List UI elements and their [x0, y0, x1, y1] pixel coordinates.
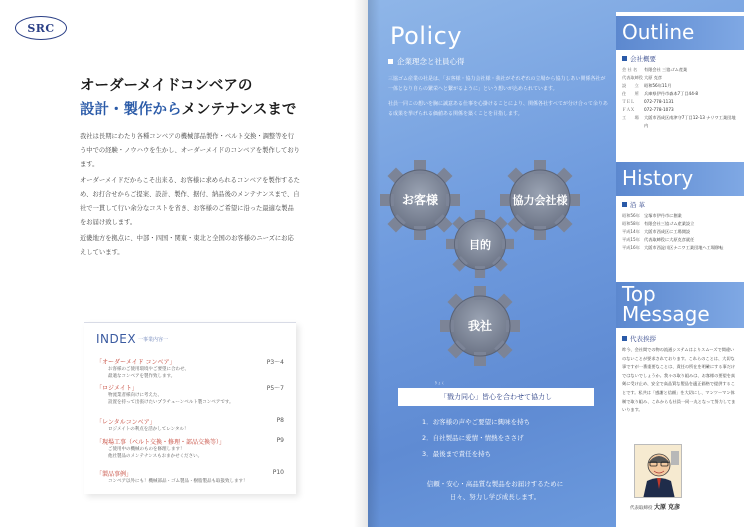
index-item-page: P9 [276, 437, 284, 444]
outline-header [616, 16, 744, 50]
index-item-desc: 設置を持って出張けたいプラチェーンベルト製コンベアです。 [108, 400, 234, 405]
index-item-page: P10 [272, 469, 284, 476]
history-event: 大阪市西淀川区ナニワ工業団地へ工場移転 [644, 245, 724, 250]
index-item[interactable] [96, 383, 284, 406]
index-item-title: 「現場工事（ベルト交換・修理・部品交換等）」 [96, 439, 226, 446]
outline-value: 大原 克彦 [644, 75, 663, 80]
index-item-desc: 他社製品のメンテナンスもおまかせください。 [108, 454, 203, 459]
gear-label-company: 我社 [467, 319, 493, 333]
outline-row [622, 98, 738, 106]
outline-key: ＴＥＬ [622, 99, 635, 104]
history-title: History [622, 166, 694, 190]
outline-row [622, 90, 738, 98]
outline-subtitle [622, 54, 656, 63]
caption-role: 代表取締役 [630, 506, 653, 511]
square-bullet-icon [622, 336, 627, 341]
history-header [616, 162, 744, 196]
left-page [0, 0, 368, 527]
closing-line: 信頼・安心・高品質な製品をお届けするために [426, 480, 564, 488]
motto-list-item: 2．自社製品に愛情・情熱をささげ [422, 434, 524, 442]
index-item-title: 「ロジメイト」 [96, 385, 138, 392]
closing-line: 日々、努力し学び成長します。 [449, 493, 541, 501]
gear-partner [500, 160, 580, 240]
policy-subtitle-text: 企業理念と社員心得 [397, 57, 465, 66]
index-item[interactable] [96, 437, 284, 460]
history-year: 平成16年 [622, 245, 640, 250]
index-item-desc: ご使用中の機械のものを修理します！ [108, 447, 185, 452]
index-item-desc: ロジメイトの利点を活かしてレンタル！ [108, 427, 189, 432]
history-year: 昭和58年 [622, 221, 640, 226]
index-subtitle: 一事業内容一 [138, 337, 169, 343]
outline-title: Outline [622, 20, 695, 44]
history-row [622, 228, 738, 236]
outline-value: 072-778-1073 [644, 107, 674, 112]
outline-row [622, 66, 738, 74]
page-fold-shadow [354, 0, 368, 527]
outline-table [622, 66, 738, 130]
message-subtitle [622, 334, 656, 343]
motto-ruby: りょく [434, 381, 445, 385]
index-item[interactable] [96, 469, 284, 485]
company-logo [15, 16, 67, 40]
history-row [622, 244, 738, 252]
headline-part-b: メンテナンスまで [181, 102, 297, 118]
intro-paragraph: オーダーメイドだからこそ出来る、お客様に求められるコンベアを製作するため、お打合せからご提案、設計、製作、据付、納品後のメンテナンスまで、自社で一貫して行い余分なコストを省き、お客様のご希望に沿った最適な製品をお届け致します。 [80, 177, 300, 226]
square-bullet-icon [388, 59, 393, 64]
policy-subtitle [388, 56, 465, 67]
headline [80, 74, 296, 122]
gear-purpose [446, 210, 514, 278]
policy-text [388, 74, 608, 124]
logo-text: SRC [27, 21, 55, 35]
outline-value: 072-778-1131 [644, 99, 674, 104]
motto-list-item: 3．最後まで責任を持ち [422, 450, 492, 458]
history-subtitle-text: 沿 革 [630, 201, 646, 209]
motto-list [422, 414, 530, 462]
gear-label-partner: 協力会社様 [512, 194, 568, 207]
history-year: 昭和56年 [622, 213, 640, 218]
history-subtitle [622, 200, 645, 209]
outline-key: 設 立 [622, 83, 639, 88]
outline-value: 大阪市西成区南津守7丁目12-13 ナリワ工業団地内 [644, 115, 736, 128]
outline-key: 会 社 名 [622, 67, 638, 72]
message-subtitle-text: 代表挨拶 [630, 335, 656, 343]
outline-value: 兵庫県伊丹市森本7丁目44-8 [644, 91, 699, 96]
index-title: INDEX [96, 332, 137, 346]
portrait-illustration [635, 445, 682, 498]
president-caption [630, 502, 680, 511]
history-table [622, 212, 738, 252]
intro-paragraph: 近畿地方を拠点に、中部・四国・関東・東北と全国のお客様のニーズにお応えしています。 [80, 235, 294, 256]
outline-key: 工 場 [622, 115, 639, 120]
gear-customer [380, 160, 460, 240]
message-text: 昨今、会社間での物の流通システムはよりスムーズで間違いのないことが要求されております。これらのことは、大切な事ですが一番重要なことは、責任の所在を明確にする事だけではないでしょうか。我々の取り組みは、お客様の要望を真剣に受け止め、安全で高品質な製品を適正価格で提供することです。私共は「感謝と信頼」を大切にし、マンツーマン体制で取り組み、これからも社員一同一丸となって努力してまいります。 [622, 347, 736, 413]
index-item-title: 「製品事例」 [96, 471, 133, 478]
index-item[interactable] [96, 357, 284, 380]
history-event: 大阪市西成区に工場開設 [644, 229, 691, 234]
intro-text [80, 130, 300, 262]
headline-line1: オーダーメイドコンベアの [80, 78, 253, 94]
outline-key: ＦＡＸ [622, 107, 635, 112]
history-row [622, 212, 738, 220]
index-item-title: 「レンタルコンベア」 [96, 419, 156, 426]
outline-row [622, 114, 738, 130]
caption-name: 大原 克彦 [653, 504, 681, 511]
policy-title: Policy [390, 22, 463, 50]
outline-row [622, 74, 738, 82]
closing-statement [400, 478, 590, 504]
square-bullet-icon [622, 56, 627, 61]
history-row [622, 220, 738, 228]
history-year: 平成15年 [622, 237, 640, 242]
history-event: 代表取締役に大原克彦就任 [644, 237, 695, 242]
right-page [368, 0, 744, 527]
intro-paragraph: 我社は長期にわたり各種コンベアの機械部品製作・ベルト交換・調整等を行う中での経験・ノウハウを生かし、オーダーメイドのコンベアを製作しております。 [80, 133, 300, 168]
motto-list-item: 1．お客様の声やご要望に興味を持ち [422, 418, 531, 426]
outline-row [622, 106, 738, 114]
gears-diagram [376, 148, 616, 388]
gear-label-customer: お客様 [401, 193, 439, 207]
outline-key: 代表取締役 [622, 75, 643, 80]
message-title-line2: Message [622, 302, 710, 326]
square-bullet-icon [622, 202, 627, 207]
history-row [622, 236, 738, 244]
headline-line2 [80, 98, 296, 122]
policy-paragraph: 社員一同この想いを胸に誠意ある仕事を心掛けることにより、関係各社すべてが分け合って余りある成果を挙げられる価値ある関係を築くことを目指します。 [388, 101, 608, 117]
policy-paragraph: 三協ゴム産業の社是は、「お客様・協力会社様・我社がそれぞれの立場から協力しあい関係各社が一体となり自らの繁栄へと繋がるように」という想いが込められています。 [388, 76, 606, 92]
index-item-desc: お客様のご使用環境やご要望に合わせ、 [108, 367, 189, 372]
motto-text: 「戮力同心」皆心を合わせて協力し [440, 393, 552, 401]
message-title-line1: Top [622, 282, 656, 306]
index-item-desc: コンベア以外にも！機械部品・ゴム製品・樹脂製品も取扱致します！ [108, 479, 248, 484]
index-item-page: P3～4 [266, 359, 284, 366]
outline-value: 有限会社 三協ゴム産業 [644, 67, 688, 72]
index-item-title: 「オーダーメイド コンベア」 [96, 359, 176, 366]
gear-label-purpose: 目的 [468, 238, 492, 252]
gear-company [440, 286, 520, 366]
index-card [84, 322, 296, 494]
index-item-page: P8 [276, 417, 284, 424]
index-item-desc: 最適なコンベアを製作致します。 [108, 374, 176, 379]
index-item[interactable] [96, 417, 284, 433]
history-event: 宝塚市伊丹市に創業 [644, 213, 682, 218]
index-item-page: P5～7 [266, 385, 284, 392]
history-event: 有限会社三協ゴム産業設立 [644, 221, 695, 226]
history-year: 平成14年 [622, 229, 640, 234]
motto-box [398, 381, 594, 406]
index-item-desc: 物流業者様向けに考えた、 [108, 393, 162, 398]
president-portrait [634, 444, 682, 498]
outline-subtitle-text: 会社概要 [630, 55, 656, 63]
outline-key: 住 所 [622, 91, 639, 96]
message-title [622, 284, 710, 324]
outline-row [622, 82, 738, 90]
outline-value: 昭和56年11月 [644, 83, 672, 88]
headline-part-a: 設計・製作から [80, 102, 182, 118]
message-header [616, 282, 744, 328]
